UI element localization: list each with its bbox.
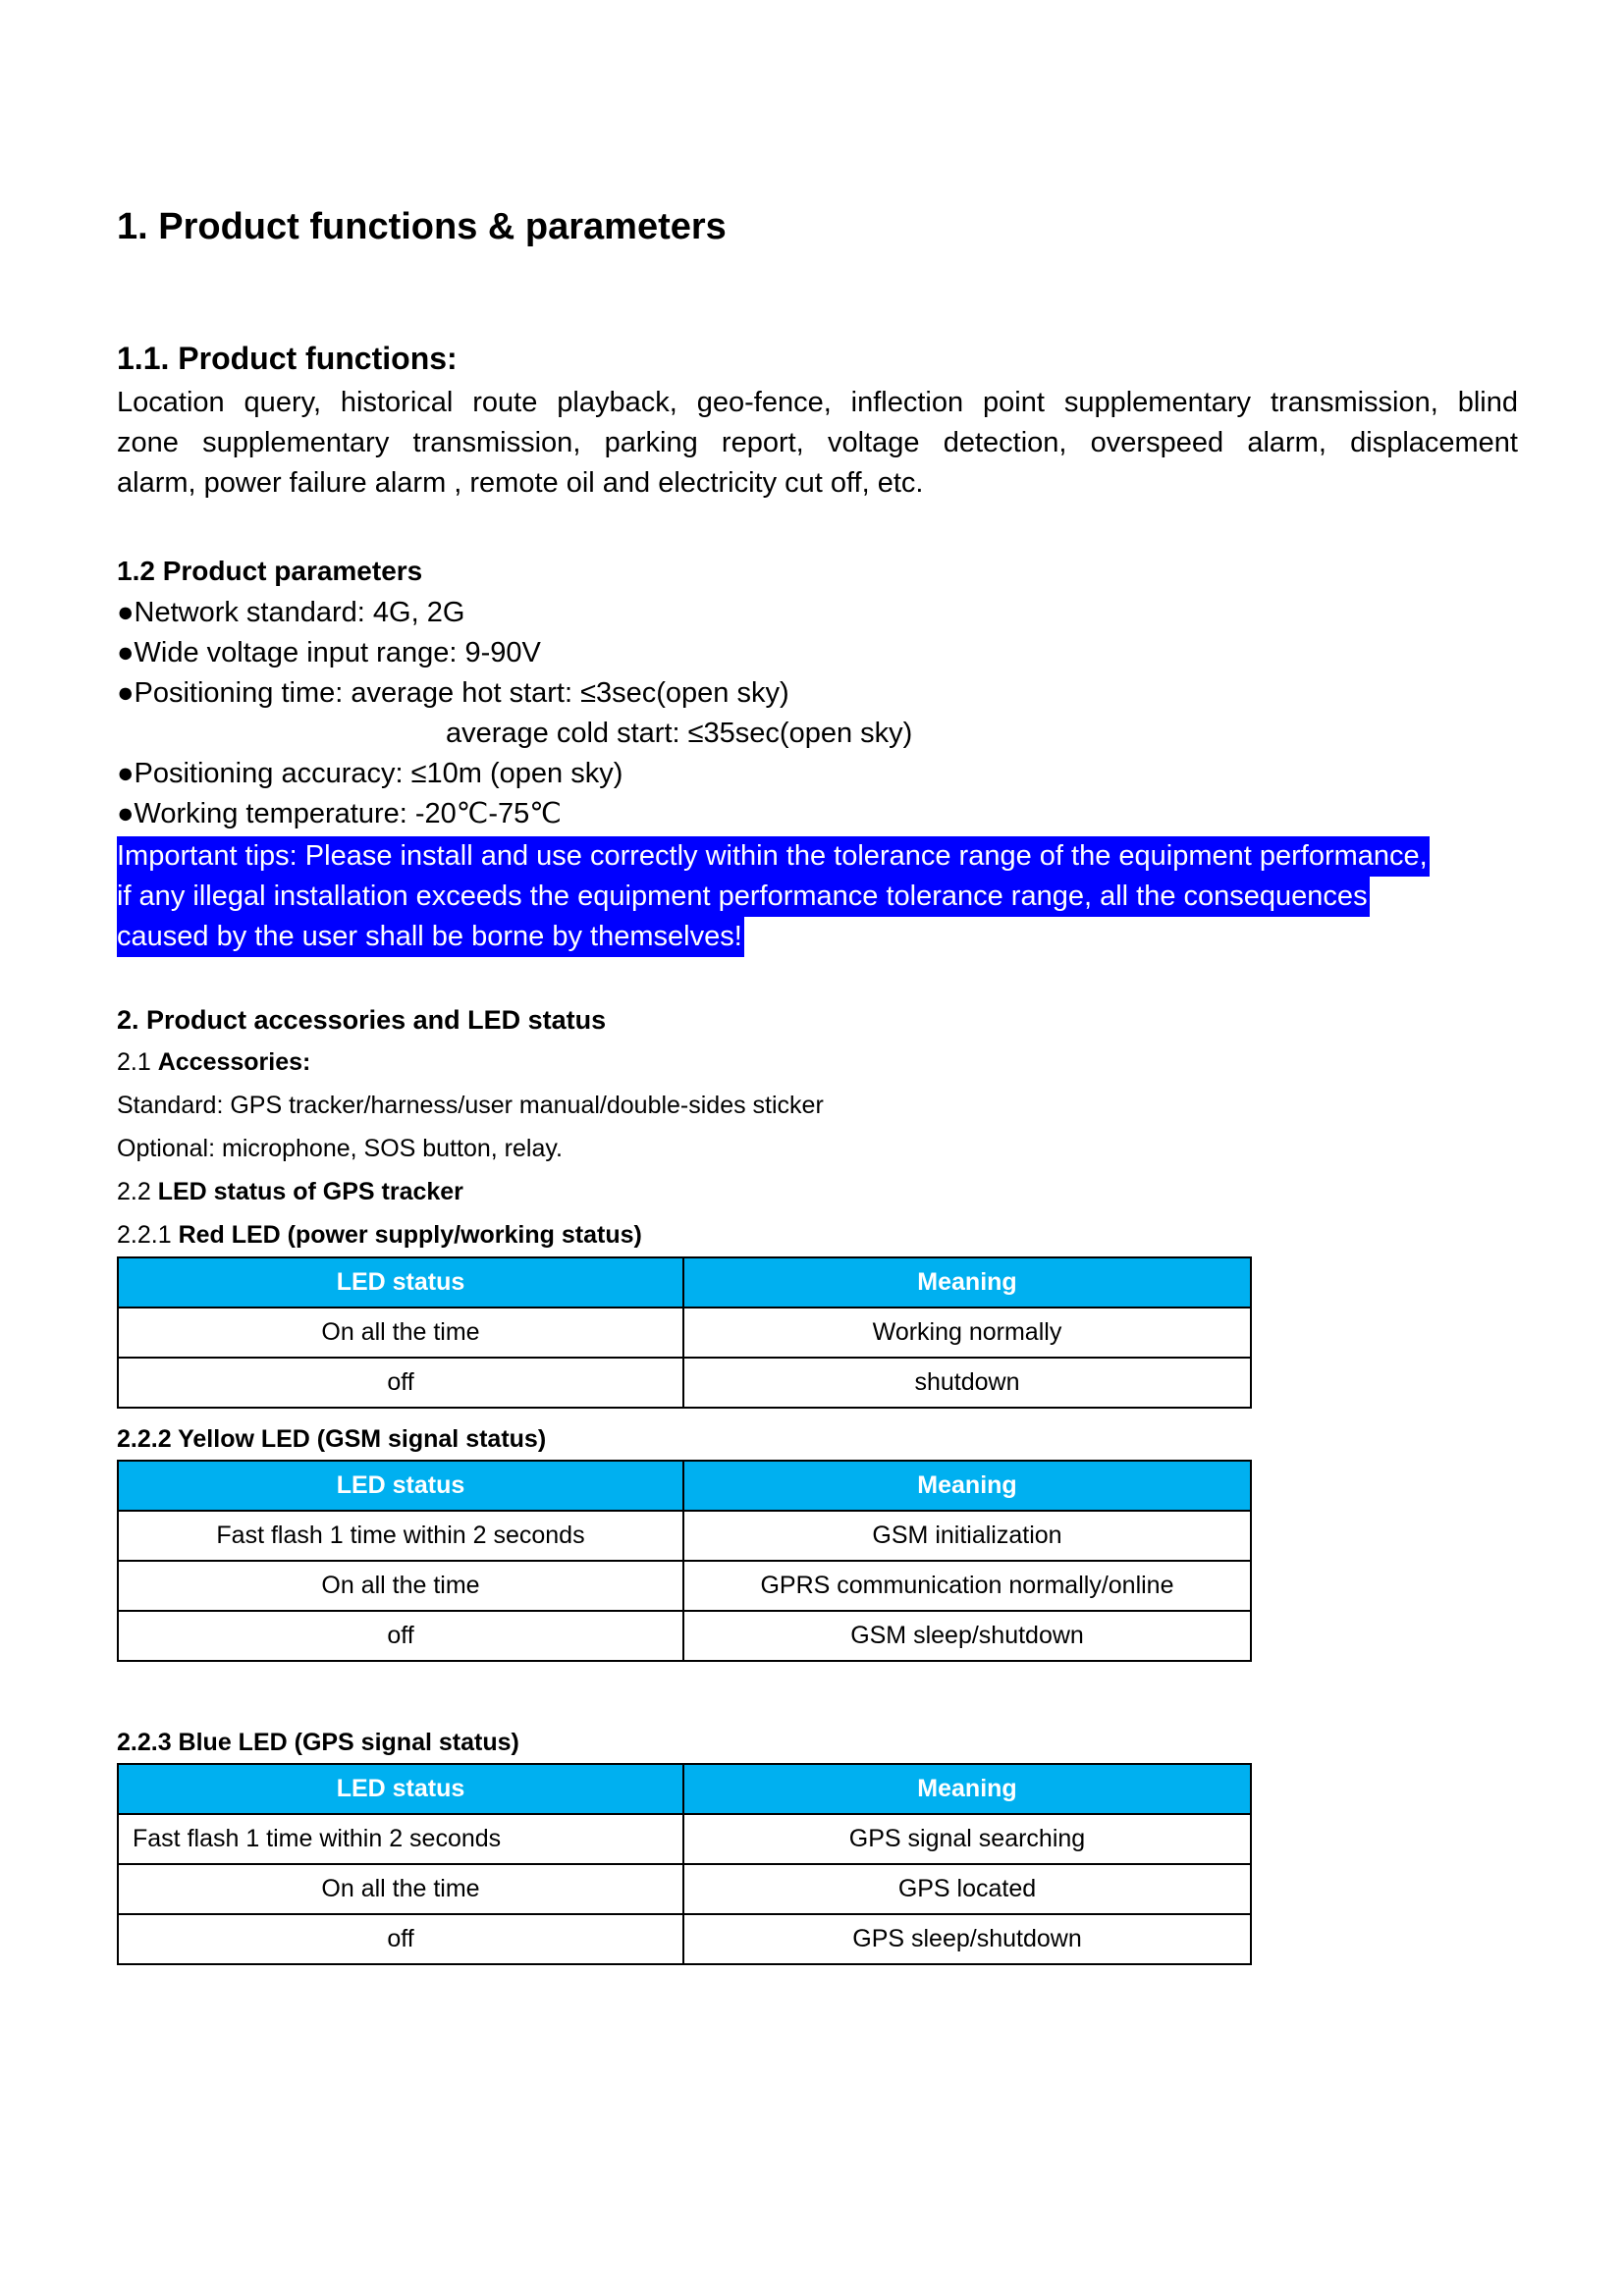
page-title: 1. Product functions & parameters bbox=[117, 206, 727, 247]
red-led-number: 2.2.1 bbox=[117, 1221, 179, 1249]
led-status-cell: off bbox=[118, 1358, 683, 1408]
accessories-label: Accessories: bbox=[157, 1048, 311, 1076]
tips-line: Important tips: Please install and use correctly within the tolerance range of the equipment performance, bbox=[117, 836, 1430, 877]
tips-line: caused by the user shall be borne by themselves! bbox=[117, 917, 744, 957]
red-led-table bbox=[117, 1256, 1252, 1409]
column-header-led-status: LED status bbox=[118, 1257, 683, 1308]
product-functions-heading: 1.1. Product functions: bbox=[117, 341, 458, 376]
parameter-item: ●Positioning time: average hot start: ≤3sec(open sky) bbox=[117, 677, 789, 709]
meaning-cell: GPS signal searching bbox=[683, 1814, 1251, 1864]
led-status-cell: Fast flash 1 time within 2 seconds bbox=[118, 1814, 683, 1864]
led-status-cell: off bbox=[118, 1611, 683, 1661]
led-status-cell: On all the time bbox=[118, 1561, 683, 1611]
column-header-meaning: Meaning bbox=[683, 1461, 1251, 1511]
important-tips-highlight bbox=[117, 836, 1430, 957]
column-header-meaning: Meaning bbox=[683, 1257, 1251, 1308]
paragraph-line: zone supplementary transmission, parking report, voltage detection, overspeed alarm, displacement bbox=[117, 427, 1518, 458]
meaning-cell: Working normally bbox=[683, 1308, 1251, 1358]
parameter-item: ●Wide voltage input range: 9-90V bbox=[117, 637, 541, 668]
column-header-meaning: Meaning bbox=[683, 1764, 1251, 1814]
blue-led-label: 2.2.3 Blue LED (GPS signal status) bbox=[117, 1729, 519, 1756]
table-header-row bbox=[118, 1257, 1251, 1308]
parameter-item: ●Working temperature: -20℃-75℃ bbox=[117, 798, 562, 829]
yellow-led-label: 2.2.2 Yellow LED (GSM signal status) bbox=[117, 1425, 547, 1453]
red-led-label: Red LED (power supply/working status) bbox=[178, 1221, 642, 1249]
yellow-led-table bbox=[117, 1460, 1252, 1662]
table-row bbox=[118, 1358, 1251, 1408]
table-row bbox=[118, 1864, 1251, 1914]
led-status-label: LED status of GPS tracker bbox=[157, 1178, 463, 1205]
led-status-cell: Fast flash 1 time within 2 seconds bbox=[118, 1511, 683, 1561]
parameters-list bbox=[117, 593, 912, 834]
table-row bbox=[118, 1914, 1251, 1964]
meaning-cell: GPS located bbox=[683, 1864, 1251, 1914]
table-header-row bbox=[118, 1461, 1251, 1511]
led-status-cell: On all the time bbox=[118, 1308, 683, 1358]
yellow-led-heading bbox=[117, 1425, 546, 1454]
meaning-cell: GPS sleep/shutdown bbox=[683, 1914, 1251, 1964]
parameter-item-continued: average cold start: ≤35sec(open sky) bbox=[446, 718, 913, 749]
table-row bbox=[118, 1814, 1251, 1864]
meaning-cell: GPRS communication normally/online bbox=[683, 1561, 1251, 1611]
meaning-cell: GSM initialization bbox=[683, 1511, 1251, 1561]
table-row bbox=[118, 1511, 1251, 1561]
paragraph-line: alarm, power failure alarm , remote oil and electricity cut off, etc. bbox=[117, 467, 924, 499]
column-header-led-status: LED status bbox=[118, 1764, 683, 1814]
accessories-optional: Optional: microphone, SOS button, relay. bbox=[117, 1135, 563, 1162]
section2-heading: 2. Product accessories and LED status bbox=[117, 1005, 607, 1035]
accessories-number: 2.1 bbox=[117, 1048, 158, 1076]
parameter-item: ●Network standard: 4G, 2G bbox=[117, 597, 465, 628]
red-led-heading bbox=[117, 1221, 642, 1250]
column-header-led-status: LED status bbox=[118, 1461, 683, 1511]
table-header-row bbox=[118, 1764, 1251, 1814]
led-status-number: 2.2 bbox=[117, 1178, 158, 1205]
tips-line: if any illegal installation exceeds the equipment performance tolerance range, all the consequences bbox=[117, 877, 1370, 917]
blue-led-table bbox=[117, 1763, 1252, 1965]
parameter-item: ●Positioning accuracy: ≤10m (open sky) bbox=[117, 758, 623, 789]
led-status-cell: off bbox=[118, 1914, 683, 1964]
product-functions-paragraph bbox=[117, 383, 1518, 504]
table-row bbox=[118, 1611, 1251, 1661]
accessories-standard: Standard: GPS tracker/harness/user manual/double-sides sticker bbox=[117, 1092, 824, 1119]
led-status-heading bbox=[117, 1178, 463, 1206]
table-row bbox=[118, 1308, 1251, 1358]
paragraph-line: Location query, historical route playback, geo-fence, inflection point supplementary transmission, blind bbox=[117, 387, 1518, 418]
product-parameters-heading: 1.2 Product parameters bbox=[117, 556, 423, 586]
accessories-heading bbox=[117, 1048, 310, 1077]
table-row bbox=[118, 1561, 1251, 1611]
blue-led-heading bbox=[117, 1729, 519, 1757]
meaning-cell: shutdown bbox=[683, 1358, 1251, 1408]
led-status-cell: On all the time bbox=[118, 1864, 683, 1914]
meaning-cell: GSM sleep/shutdown bbox=[683, 1611, 1251, 1661]
